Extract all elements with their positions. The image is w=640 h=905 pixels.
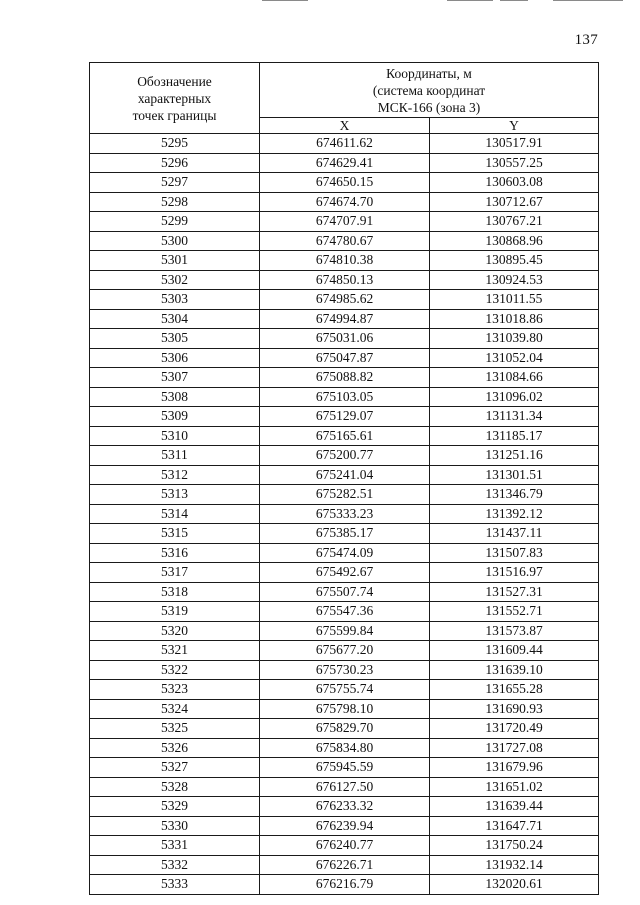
table-row <box>90 134 599 154</box>
x-coordinate-cell: 675282.51 <box>260 485 430 505</box>
y-coordinate-cell: 130603.08 <box>430 173 599 193</box>
point-cell: 5302 <box>90 270 260 290</box>
table-row <box>90 426 599 446</box>
x-coordinate-cell: 675103.05 <box>260 387 430 407</box>
point-cell: 5324 <box>90 699 260 719</box>
y-coordinate-cell: 132020.61 <box>430 875 599 895</box>
x-coordinate-cell: 675945.59 <box>260 758 430 778</box>
y-coordinate-cell: 131018.86 <box>430 309 599 329</box>
y-coordinate-cell: 130895.45 <box>430 251 599 271</box>
point-cell: 5305 <box>90 329 260 349</box>
point-cell: 5316 <box>90 543 260 563</box>
point-cell: 5329 <box>90 797 260 817</box>
y-coordinate-cell: 131639.44 <box>430 797 599 817</box>
table-row <box>90 192 599 212</box>
table-row <box>90 758 599 778</box>
point-cell: 5322 <box>90 660 260 680</box>
point-cell: 5330 <box>90 816 260 836</box>
x-coordinate-cell: 676127.50 <box>260 777 430 797</box>
table-row <box>90 504 599 524</box>
x-coordinate-cell: 674780.67 <box>260 231 430 251</box>
table-row <box>90 641 599 661</box>
table-row <box>90 407 599 427</box>
x-coordinate-cell: 675798.10 <box>260 699 430 719</box>
table-row <box>90 855 599 875</box>
point-cell: 5299 <box>90 212 260 232</box>
table-row <box>90 797 599 817</box>
x-coordinate-cell: 675129.07 <box>260 407 430 427</box>
x-coordinate-cell: 675165.61 <box>260 426 430 446</box>
x-coordinate-cell: 675599.84 <box>260 621 430 641</box>
y-coordinate-cell: 131084.66 <box>430 368 599 388</box>
table-row <box>90 738 599 758</box>
y-coordinate-cell: 130517.91 <box>430 134 599 154</box>
table-row <box>90 719 599 739</box>
x-coordinate-cell: 676233.32 <box>260 797 430 817</box>
x-coordinate-cell: 675730.23 <box>260 660 430 680</box>
table-row <box>90 582 599 602</box>
x-coordinate-cell: 674611.62 <box>260 134 430 154</box>
point-cell: 5320 <box>90 621 260 641</box>
point-header-line: точек границы <box>132 107 217 123</box>
y-coordinate-cell: 130712.67 <box>430 192 599 212</box>
x-coordinate-cell: 676240.77 <box>260 836 430 856</box>
x-coordinate-cell: 675829.70 <box>260 719 430 739</box>
y-coordinate-cell: 130557.25 <box>430 153 599 173</box>
point-cell: 5319 <box>90 602 260 622</box>
point-cell: 5317 <box>90 563 260 583</box>
point-cell: 5296 <box>90 153 260 173</box>
table-row <box>90 621 599 641</box>
point-cell: 5315 <box>90 524 260 544</box>
coordinates-table <box>89 62 599 895</box>
table-row <box>90 368 599 388</box>
y-coordinate-cell: 131552.71 <box>430 602 599 622</box>
x-coordinate-cell: 675547.36 <box>260 602 430 622</box>
x-coordinate-cell: 674810.38 <box>260 251 430 271</box>
table-row <box>90 816 599 836</box>
point-cell: 5310 <box>90 426 260 446</box>
point-cell: 5298 <box>90 192 260 212</box>
y-coordinate-cell: 131727.08 <box>430 738 599 758</box>
table-row <box>90 387 599 407</box>
point-cell: 5332 <box>90 855 260 875</box>
x-coordinate-cell: 674707.91 <box>260 212 430 232</box>
point-cell: 5331 <box>90 836 260 856</box>
point-cell: 5312 <box>90 465 260 485</box>
coordinates-header <box>260 63 599 118</box>
y-coordinate-cell: 131647.71 <box>430 816 599 836</box>
table-row <box>90 602 599 622</box>
table-row <box>90 699 599 719</box>
y-coordinate-cell: 131527.31 <box>430 582 599 602</box>
point-cell: 5313 <box>90 485 260 505</box>
point-cell: 5301 <box>90 251 260 271</box>
x-coordinate-cell: 675047.87 <box>260 348 430 368</box>
point-cell: 5306 <box>90 348 260 368</box>
x-coordinate-cell: 674674.70 <box>260 192 430 212</box>
y-coordinate-cell: 131011.55 <box>430 290 599 310</box>
point-cell: 5304 <box>90 309 260 329</box>
y-coordinate-cell: 131655.28 <box>430 680 599 700</box>
x-coordinate-cell: 675834.80 <box>260 738 430 758</box>
coordinates-header-line: Координаты, м <box>386 66 472 81</box>
point-cell: 5295 <box>90 134 260 154</box>
y-coordinate-cell: 131651.02 <box>430 777 599 797</box>
y-coordinate-cell: 131639.10 <box>430 660 599 680</box>
table-row <box>90 290 599 310</box>
point-cell: 5307 <box>90 368 260 388</box>
point-cell: 5333 <box>90 875 260 895</box>
x-coordinate-cell: 675088.82 <box>260 368 430 388</box>
y-coordinate-cell: 131039.80 <box>430 329 599 349</box>
point-cell: 5321 <box>90 641 260 661</box>
point-header-line: характерных <box>137 90 212 106</box>
point-cell: 5311 <box>90 446 260 466</box>
x-coordinate-cell: 674994.87 <box>260 309 430 329</box>
table-row <box>90 173 599 193</box>
x-coordinate-cell: 674985.62 <box>260 290 430 310</box>
x-coordinate-cell: 674629.41 <box>260 153 430 173</box>
x-coordinate-cell: 675492.67 <box>260 563 430 583</box>
point-cell: 5323 <box>90 680 260 700</box>
x-coordinate-cell: 675474.09 <box>260 543 430 563</box>
point-cell: 5325 <box>90 719 260 739</box>
table-row <box>90 446 599 466</box>
table-row <box>90 680 599 700</box>
y-coordinate-cell: 130868.96 <box>430 231 599 251</box>
y-coordinate-cell: 131507.83 <box>430 543 599 563</box>
table-row <box>90 270 599 290</box>
x-coordinate-cell: 674850.13 <box>260 270 430 290</box>
x-coordinate-cell: 675385.17 <box>260 524 430 544</box>
x-coordinate-cell: 676216.79 <box>260 875 430 895</box>
table-row <box>90 485 599 505</box>
x-coordinate-cell: 675507.74 <box>260 582 430 602</box>
point-cell: 5308 <box>90 387 260 407</box>
y-coordinate-cell: 131750.24 <box>430 836 599 856</box>
point-cell: 5327 <box>90 758 260 778</box>
point-cell: 5309 <box>90 407 260 427</box>
page-number: 137 <box>574 32 598 48</box>
y-coordinate-cell: 131185.17 <box>430 426 599 446</box>
coordinates-header-line: (система координат <box>372 83 486 98</box>
y-coordinate-cell: 131131.34 <box>430 407 599 427</box>
point-cell: 5326 <box>90 738 260 758</box>
x-coordinate-cell: 675333.23 <box>260 504 430 524</box>
top-edge-mark <box>262 0 308 1</box>
y-coordinate-cell: 131516.97 <box>430 563 599 583</box>
top-edge-mark <box>500 0 528 1</box>
x-coordinate-cell: 676226.71 <box>260 855 430 875</box>
y-coordinate-cell: 131573.87 <box>430 621 599 641</box>
x-coordinate-cell: 675241.04 <box>260 465 430 485</box>
x-coordinate-cell: 675755.74 <box>260 680 430 700</box>
y-coordinate-cell: 131609.44 <box>430 641 599 661</box>
y-coordinate-cell: 131720.49 <box>430 719 599 739</box>
table-row <box>90 777 599 797</box>
table-row <box>90 153 599 173</box>
y-coordinate-cell: 131437.11 <box>430 524 599 544</box>
table-row <box>90 836 599 856</box>
y-coordinate-cell: 131346.79 <box>430 485 599 505</box>
x-coordinate-cell: 676239.94 <box>260 816 430 836</box>
table-row <box>90 329 599 349</box>
point-cell: 5314 <box>90 504 260 524</box>
y-coordinate-cell: 131392.12 <box>430 504 599 524</box>
y-coordinate-cell: 131679.96 <box>430 758 599 778</box>
point-cell: 5303 <box>90 290 260 310</box>
table-row <box>90 660 599 680</box>
y-coordinate-cell: 131690.93 <box>430 699 599 719</box>
y-column-header: Y <box>430 118 599 134</box>
y-coordinate-cell: 130924.53 <box>430 270 599 290</box>
x-coordinate-cell: 674650.15 <box>260 173 430 193</box>
y-coordinate-cell: 131932.14 <box>430 855 599 875</box>
table-row <box>90 309 599 329</box>
table-row <box>90 875 599 895</box>
y-coordinate-cell: 131096.02 <box>430 387 599 407</box>
x-coordinate-cell: 675677.20 <box>260 641 430 661</box>
y-coordinate-cell: 131301.51 <box>430 465 599 485</box>
top-edge-mark <box>447 0 493 1</box>
point-column-header <box>90 63 260 134</box>
table-row <box>90 231 599 251</box>
y-coordinate-cell: 131052.04 <box>430 348 599 368</box>
table-row <box>90 251 599 271</box>
x-column-header: X <box>260 118 430 134</box>
table-row <box>90 348 599 368</box>
coordinates-header-line: МСК-166 (зона 3) <box>377 100 481 115</box>
point-cell: 5318 <box>90 582 260 602</box>
x-coordinate-cell: 675200.77 <box>260 446 430 466</box>
table-row <box>90 543 599 563</box>
table-row <box>90 465 599 485</box>
top-edge-mark <box>553 0 623 1</box>
table-body <box>90 134 599 895</box>
table-row <box>90 524 599 544</box>
point-cell: 5297 <box>90 173 260 193</box>
x-coordinate-cell: 675031.06 <box>260 329 430 349</box>
y-coordinate-cell: 131251.16 <box>430 446 599 466</box>
point-cell: 5300 <box>90 231 260 251</box>
table-row <box>90 212 599 232</box>
point-header-line: Обозначение <box>137 73 212 89</box>
y-coordinate-cell: 130767.21 <box>430 212 599 232</box>
point-cell: 5328 <box>90 777 260 797</box>
table-row <box>90 563 599 583</box>
